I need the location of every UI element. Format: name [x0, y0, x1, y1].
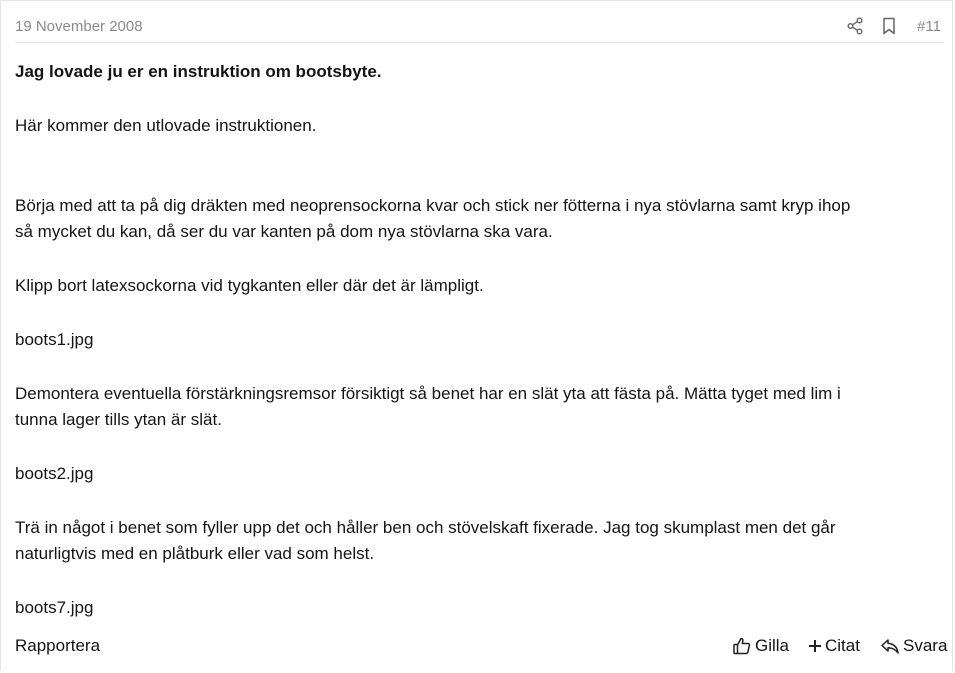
post-paragraph: Klipp bort latexsockorna vid tygkanten eller där det är lämpligt.	[15, 276, 484, 295]
post-body	[15, 59, 940, 621]
header-divider	[15, 42, 944, 43]
post-paragraph: Här kommer den utlovade instruktionen.	[15, 116, 317, 135]
post-footer	[1, 633, 954, 661]
reply-button[interactable]	[880, 636, 947, 656]
thumbs-up-icon	[732, 636, 752, 656]
reply-icon	[880, 637, 900, 655]
plus-icon	[808, 639, 822, 653]
post-paragraph: Demontera eventuella förstärkningsremsor försiktigt så benet har en slät yta att fästa på. Mätta tyget med lim i	[15, 384, 841, 403]
post-paragraph: Börja med att ta på dig dräkten med neoprensockorna kvar och stick ner fötterna i nya stövlarna samt kryp ihop	[15, 196, 851, 215]
bookmark-icon[interactable]	[878, 15, 900, 37]
post-paragraph: tunna lager tills ytan är slät.	[15, 410, 222, 429]
post-date: 19 November 2008	[15, 18, 143, 35]
share-icon[interactable]	[844, 15, 866, 37]
post-header	[1, 1, 954, 43]
post-paragraph: naturligtvis med en plåtburk eller vad som helst.	[15, 544, 375, 563]
post-paragraph: så mycket du kan, då ser du var kanten på dom nya stövlarna ska vara.	[15, 222, 553, 241]
like-button[interactable]	[732, 636, 789, 656]
quote-button[interactable]	[808, 636, 860, 656]
like-label: Gilla	[755, 636, 790, 655]
post-number-link[interactable]: #11	[917, 18, 941, 35]
report-link[interactable]: Rapportera	[15, 636, 101, 655]
attachment-filename: boots1.jpg	[15, 330, 94, 349]
reply-label: Svara	[903, 636, 948, 655]
post-intro-line: Jag lovade ju er en instruktion om bootsbyte.	[15, 62, 382, 81]
attachment-filename: boots7.jpg	[15, 598, 94, 617]
post-paragraph: Trä in något i benet som fyller upp det och håller ben och stövelskaft fixerade. Jag tog skumplast men det går	[15, 518, 836, 537]
quote-label: Citat	[825, 636, 860, 655]
attachment-filename: boots2.jpg	[15, 464, 94, 483]
